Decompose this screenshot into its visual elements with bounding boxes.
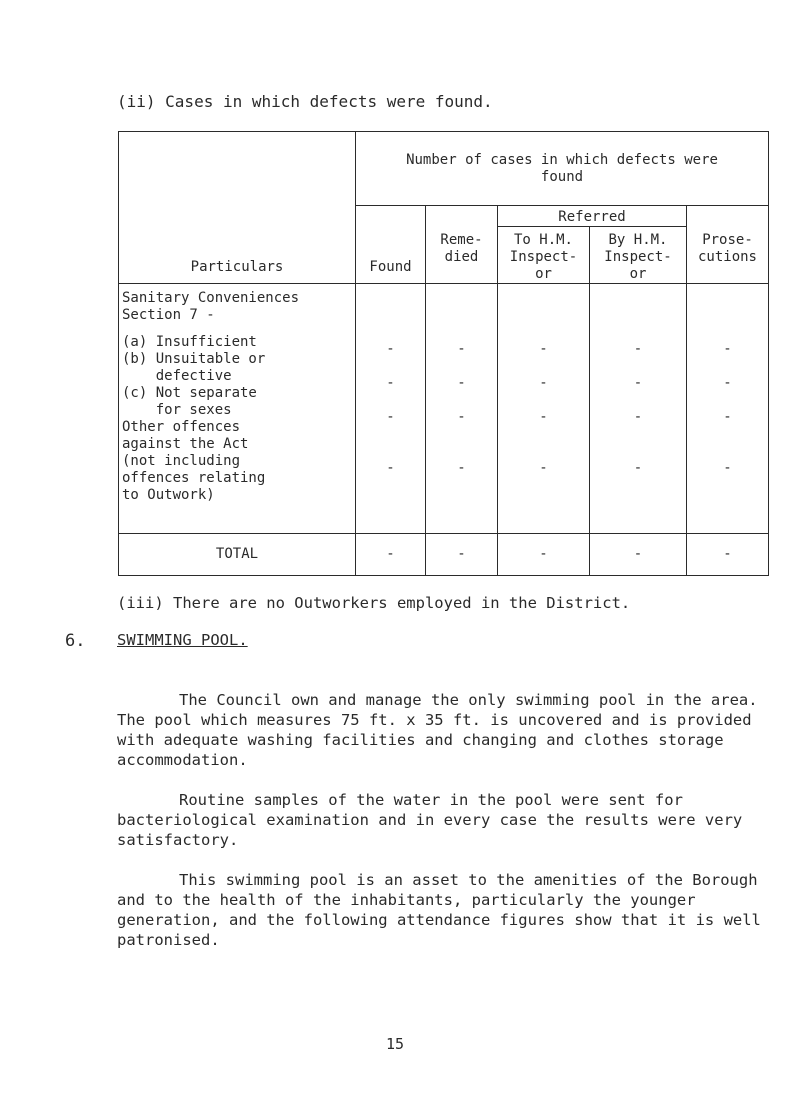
paragraph-text: The Council own and manage the only swimming pool in the area. The pool which measures 75 ft. x 35 ft. is uncovered and is provided with adequate washing facilities and changing and clothes storage accommodation. bbox=[117, 691, 758, 769]
total-value: - bbox=[426, 534, 498, 576]
paragraph-text: This swimming pool is an asset to the amenities of the Borough and to the health of the inhabitants, particularly the younger generation, and the following attendance figures show that it is well patronised. bbox=[117, 871, 761, 949]
to-hm-header: To H.M. Inspect- or bbox=[509, 232, 578, 282]
group-header-cell bbox=[356, 132, 769, 206]
section-number: 6. bbox=[65, 631, 86, 651]
remedied-header: Reme- died bbox=[440, 231, 483, 265]
paragraph-text: Routine samples of the water in the pool were sent for bacteriological examination and in every case the results were very satisfactory. bbox=[117, 791, 743, 849]
referred-header-cell bbox=[498, 206, 687, 227]
total-value: - bbox=[498, 534, 590, 576]
prosecutions-value: - bbox=[723, 460, 732, 476]
particulars-line: Sanitary Conveniences bbox=[122, 290, 300, 306]
particulars-line: Section 7 - bbox=[122, 307, 215, 323]
found-value: - bbox=[386, 341, 395, 357]
page-number: 15 bbox=[386, 1035, 405, 1053]
particulars-line: (b) Unsuitable or bbox=[122, 351, 266, 367]
remedied-value: - bbox=[457, 460, 466, 476]
particulars-header-cell bbox=[119, 132, 356, 284]
particulars-line: (not including bbox=[122, 453, 241, 469]
to-hm-value: - bbox=[539, 375, 548, 391]
by-hm-value: - bbox=[633, 460, 643, 476]
remedied-value: - bbox=[457, 341, 466, 357]
prosecutions-values bbox=[687, 284, 769, 534]
to-hm-header-cell bbox=[498, 227, 590, 284]
found-value: - bbox=[386, 375, 395, 391]
section-heading: (ii) Cases in which defects were found. bbox=[117, 92, 493, 111]
particulars-header: Particulars bbox=[190, 259, 284, 275]
particulars-line: against the Act bbox=[122, 436, 249, 452]
paragraph-1 bbox=[117, 670, 777, 770]
paragraph-2 bbox=[117, 770, 777, 850]
remedied-values bbox=[426, 284, 498, 534]
referred-header: Referred bbox=[558, 209, 626, 225]
total-label: TOTAL bbox=[119, 534, 356, 576]
particulars-line: offences relating bbox=[122, 470, 266, 486]
prosecutions-header: Prose- cutions bbox=[697, 231, 757, 265]
found-header: Found bbox=[369, 259, 412, 275]
by-hm-value: - bbox=[633, 341, 643, 357]
outworkers-note: (iii) There are no Outworkers employed in the District. bbox=[117, 594, 631, 612]
total-value: - bbox=[590, 534, 687, 576]
particulars-line: (a) Insufficient bbox=[122, 334, 257, 350]
particulars-line: for sexes bbox=[122, 402, 232, 418]
to-hm-value: - bbox=[539, 409, 548, 425]
to-hm-value: - bbox=[539, 341, 548, 357]
particulars-line: (c) Not separate bbox=[122, 385, 257, 401]
found-values bbox=[356, 284, 426, 534]
remedied-value: - bbox=[457, 409, 466, 425]
to-hm-value: - bbox=[539, 460, 548, 476]
total-row bbox=[119, 534, 769, 576]
by-hm-value: - bbox=[633, 375, 643, 391]
prosecutions-value: - bbox=[723, 375, 732, 391]
by-hm-value: - bbox=[633, 409, 643, 425]
particulars-line bbox=[122, 324, 352, 334]
remedied-value: - bbox=[457, 375, 466, 391]
total-value: - bbox=[687, 534, 769, 576]
found-header-cell bbox=[356, 206, 426, 284]
group-header: Number of cases in which defects were found bbox=[406, 151, 718, 185]
particulars-cell bbox=[119, 284, 356, 534]
found-value: - bbox=[386, 409, 395, 425]
prosecutions-value: - bbox=[723, 409, 732, 425]
total-value: - bbox=[356, 534, 426, 576]
prosecutions-header-cell bbox=[687, 206, 769, 284]
prosecutions-value: - bbox=[723, 341, 732, 357]
particulars-line: to Outwork) bbox=[122, 487, 215, 503]
to-hm-values bbox=[498, 284, 590, 534]
defects-table bbox=[118, 131, 769, 576]
particulars-line: Other offences bbox=[122, 419, 241, 435]
section-title: SWIMMING POOL. bbox=[117, 631, 248, 649]
found-value: - bbox=[386, 460, 395, 476]
paragraph-3 bbox=[117, 850, 777, 950]
by-hm-values bbox=[590, 284, 687, 534]
by-hm-header-cell bbox=[590, 227, 687, 284]
by-hm-header: By H.M. Inspect- or bbox=[604, 232, 672, 282]
particulars-line: defective bbox=[122, 368, 232, 384]
remedied-header-cell bbox=[426, 206, 498, 284]
